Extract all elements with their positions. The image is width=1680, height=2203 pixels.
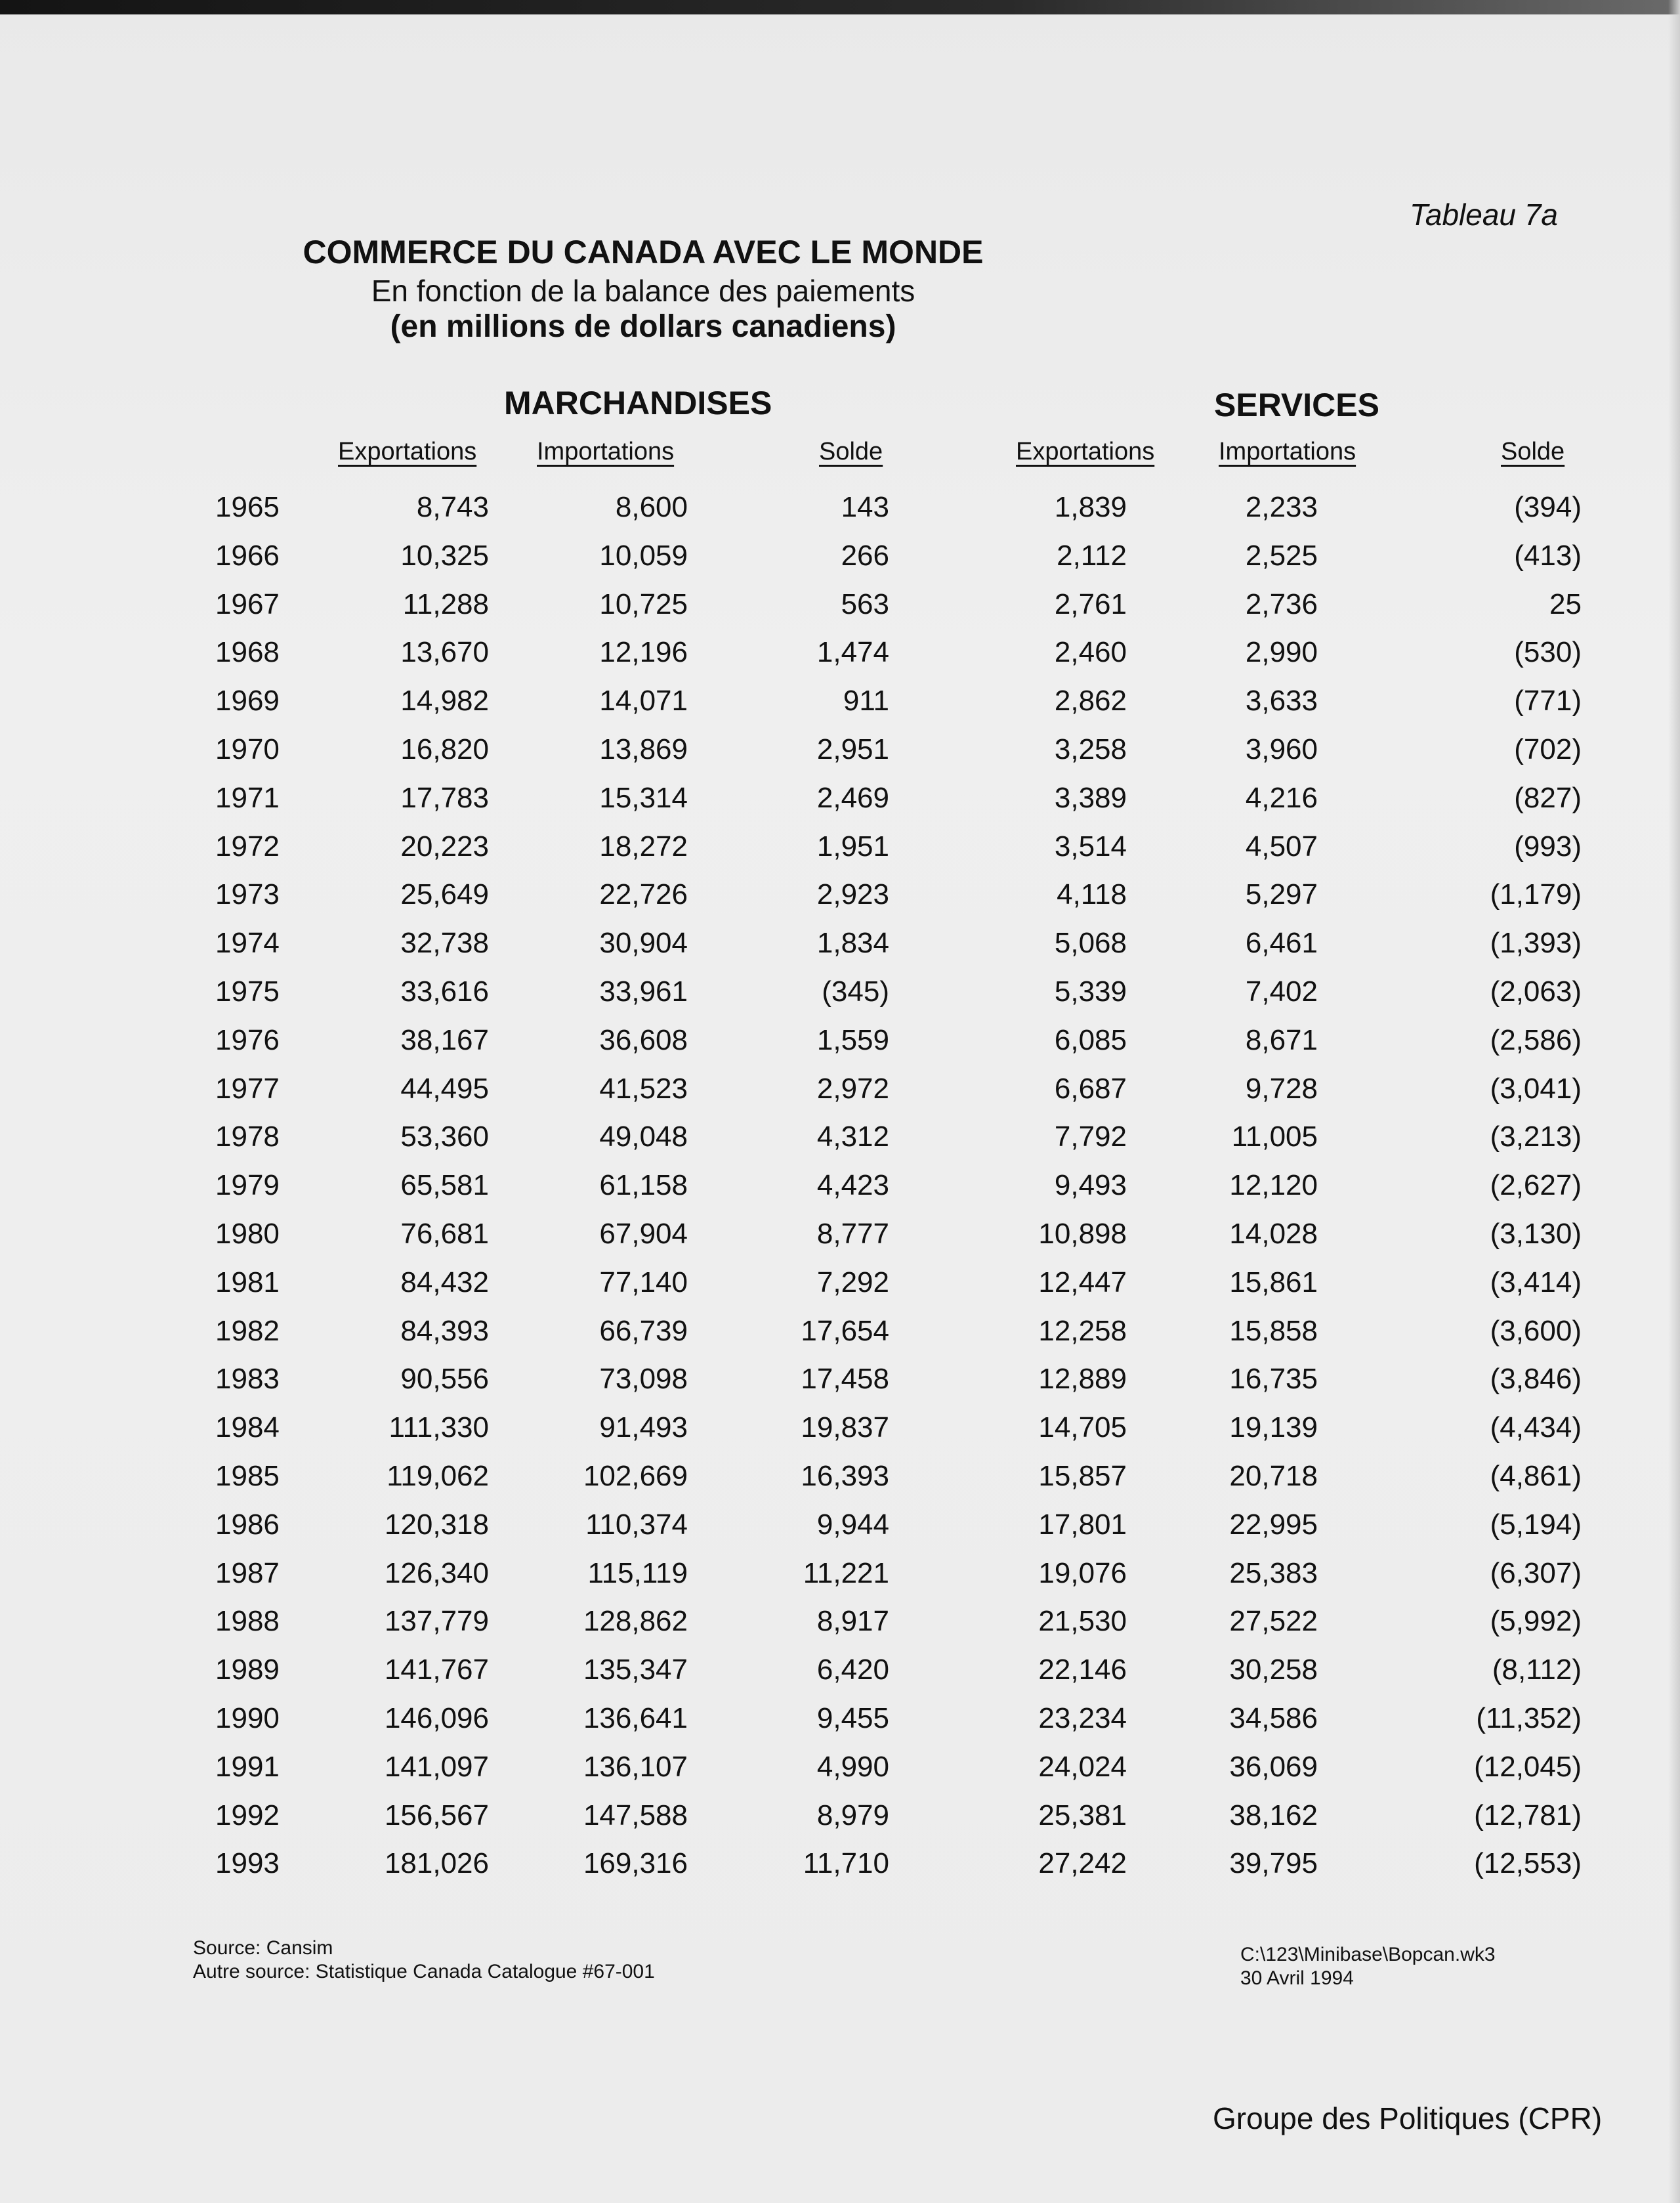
year-cell: 1990 bbox=[215, 1701, 280, 1734]
merch-imports-cell: 115,119 bbox=[587, 1556, 688, 1589]
document-title: COMMERCE DU CANADA AVEC LE MONDE bbox=[303, 234, 984, 270]
merch-exports-cell: 14,982 bbox=[400, 685, 489, 717]
merch-imports-cell: 136,641 bbox=[583, 1701, 688, 1734]
merch-exports-cell: 119,062 bbox=[387, 1459, 489, 1492]
merch-balance-cell: 1,474 bbox=[816, 636, 889, 669]
table-row bbox=[0, 636, 1680, 685]
serv-exports-cell: 23,234 bbox=[1038, 1701, 1127, 1734]
merch-exports-cell: 65,581 bbox=[400, 1169, 489, 1202]
serv-imports-cell: 4,216 bbox=[1245, 781, 1318, 814]
table-row bbox=[0, 1266, 1680, 1315]
merch-balance-cell: 1,951 bbox=[816, 830, 889, 863]
merch-balance-cell: 9,944 bbox=[816, 1508, 889, 1541]
table-row bbox=[0, 1799, 1680, 1848]
merch-imports-cell: 169,316 bbox=[583, 1847, 688, 1880]
author-group: Groupe des Politiques (CPR) bbox=[1213, 2101, 1603, 2135]
merch-exports-cell: 25,649 bbox=[400, 878, 489, 911]
serv-balance-cell: (11,352) bbox=[1476, 1701, 1582, 1734]
serv-exports-cell: 12,889 bbox=[1038, 1363, 1127, 1396]
serv-exports-cell: 3,514 bbox=[1054, 830, 1127, 863]
year-cell: 1993 bbox=[215, 1847, 280, 1880]
serv-exports-cell: 27,242 bbox=[1038, 1847, 1127, 1880]
serv-exports-cell: 25,381 bbox=[1038, 1799, 1127, 1831]
year-cell: 1987 bbox=[215, 1556, 280, 1589]
merch-balance-cell: 1,559 bbox=[816, 1023, 889, 1056]
merch-exports-cell: 156,567 bbox=[384, 1799, 489, 1831]
merch-balance-cell: 8,917 bbox=[816, 1605, 889, 1638]
serv-balance-cell: (3,130) bbox=[1490, 1217, 1582, 1250]
year-cell: 1969 bbox=[215, 685, 280, 717]
year-cell: 1975 bbox=[215, 975, 280, 1008]
serv-exports-cell: 3,389 bbox=[1054, 781, 1127, 814]
year-cell: 1985 bbox=[215, 1459, 280, 1492]
merch-exports-cell: 13,670 bbox=[400, 636, 489, 669]
serv-exports-cell: 3,258 bbox=[1054, 733, 1127, 765]
merch-imports-cell: 15,314 bbox=[599, 781, 688, 814]
serv-imports-cell: 19,139 bbox=[1229, 1411, 1318, 1444]
scan-top-edge bbox=[0, 0, 1680, 14]
merch-balance-cell: 6,420 bbox=[816, 1654, 889, 1686]
serv-imports-cell: 36,069 bbox=[1229, 1750, 1318, 1783]
merch-exports-cell: 146,096 bbox=[384, 1701, 489, 1734]
merch-imports-cell: 36,608 bbox=[599, 1023, 688, 1056]
year-cell: 1968 bbox=[215, 636, 280, 669]
serv-exports-cell: 5,339 bbox=[1054, 975, 1127, 1008]
merch-exports-cell: 84,393 bbox=[400, 1314, 489, 1347]
serv-balance-cell: 25 bbox=[1549, 588, 1582, 620]
section-heading-merchandise: MARCHANDISES bbox=[504, 385, 772, 421]
serv-exports-cell: 5,068 bbox=[1054, 927, 1127, 960]
serv-exports-cell: 22,146 bbox=[1038, 1654, 1127, 1686]
merch-exports-cell: 8,743 bbox=[416, 491, 489, 523]
merch-imports-cell: 13,869 bbox=[599, 733, 688, 765]
merch-balance-cell: 17,458 bbox=[801, 1363, 889, 1396]
document-subtitle-basis: En fonction de la balance des paiements bbox=[371, 274, 915, 308]
year-cell: 1967 bbox=[215, 588, 280, 620]
merch-balance-cell: 4,990 bbox=[816, 1750, 889, 1783]
serv-imports-cell: 6,461 bbox=[1245, 927, 1318, 960]
merch-balance-cell: 19,837 bbox=[801, 1411, 889, 1444]
merch-imports-cell: 22,726 bbox=[599, 878, 688, 911]
serv-exports-cell: 15,857 bbox=[1038, 1459, 1127, 1492]
serv-exports-cell: 12,258 bbox=[1038, 1314, 1127, 1347]
year-cell: 1983 bbox=[215, 1363, 280, 1396]
merch-balance-cell: 4,312 bbox=[816, 1121, 889, 1153]
year-cell: 1972 bbox=[215, 830, 280, 863]
merch-balance-cell: 266 bbox=[841, 539, 889, 572]
serv-balance-cell: (3,213) bbox=[1490, 1121, 1582, 1153]
table-row bbox=[0, 1363, 1680, 1411]
merch-exports-cell: 141,097 bbox=[384, 1750, 489, 1783]
year-cell: 1981 bbox=[215, 1266, 280, 1298]
serv-imports-cell: 16,735 bbox=[1229, 1363, 1318, 1396]
merch-exports-cell: 181,026 bbox=[384, 1847, 489, 1880]
table-row bbox=[0, 782, 1680, 830]
serv-balance-cell: (1,179) bbox=[1490, 878, 1582, 911]
merch-balance-cell: 1,834 bbox=[816, 927, 889, 960]
table-row bbox=[0, 1605, 1680, 1654]
merch-balance-cell: 2,923 bbox=[816, 878, 889, 911]
merch-exports-cell: 44,495 bbox=[400, 1072, 489, 1105]
serv-exports-cell: 1,839 bbox=[1054, 491, 1127, 523]
year-cell: 1973 bbox=[215, 878, 280, 911]
merch-imports-cell: 8,600 bbox=[615, 491, 688, 523]
serv-exports-cell: 2,761 bbox=[1054, 588, 1127, 620]
year-cell: 1984 bbox=[215, 1411, 280, 1444]
year-cell: 1965 bbox=[215, 491, 280, 523]
merch-imports-cell: 73,098 bbox=[599, 1363, 688, 1396]
merch-balance-cell: 8,979 bbox=[816, 1799, 889, 1831]
serv-balance-cell: (771) bbox=[1514, 685, 1582, 717]
table-row bbox=[0, 878, 1680, 927]
table-row bbox=[0, 1121, 1680, 1169]
serv-imports-cell: 2,990 bbox=[1245, 636, 1318, 669]
serv-exports-cell: 2,460 bbox=[1054, 636, 1127, 669]
serv-imports-cell: 39,795 bbox=[1229, 1847, 1318, 1880]
year-cell: 1977 bbox=[215, 1072, 280, 1105]
merch-imports-cell: 147,588 bbox=[583, 1799, 688, 1831]
serv-imports-cell: 5,297 bbox=[1245, 878, 1318, 911]
year-cell: 1982 bbox=[215, 1314, 280, 1347]
year-cell: 1988 bbox=[215, 1605, 280, 1638]
column-header-merch-imports: Importations bbox=[537, 438, 675, 465]
serv-balance-cell: (2,627) bbox=[1490, 1169, 1582, 1202]
column-header-serv-balance: Solde bbox=[1501, 438, 1565, 465]
serv-balance-cell: (12,045) bbox=[1474, 1750, 1582, 1783]
merch-balance-cell: 11,710 bbox=[803, 1847, 889, 1880]
trade-table-body bbox=[0, 491, 1680, 1896]
merch-balance-cell: 8,777 bbox=[816, 1217, 889, 1250]
table-row bbox=[0, 540, 1680, 588]
other-source-line: Autre source: Statistique Canada Catalogue #67-001 bbox=[193, 1961, 655, 1982]
column-header-merch-balance: Solde bbox=[819, 438, 883, 465]
table-row bbox=[0, 733, 1680, 782]
serv-balance-cell: (12,781) bbox=[1474, 1799, 1582, 1831]
serv-imports-cell: 7,402 bbox=[1245, 975, 1318, 1008]
serv-imports-cell: 15,858 bbox=[1229, 1314, 1318, 1347]
column-header-serv-exports: Exportations bbox=[1016, 438, 1155, 465]
merch-exports-cell: 90,556 bbox=[400, 1363, 489, 1396]
serv-balance-cell: (4,861) bbox=[1490, 1459, 1582, 1492]
merch-balance-cell: 2,951 bbox=[816, 733, 889, 765]
merch-exports-cell: 126,340 bbox=[384, 1556, 489, 1589]
table-row bbox=[0, 685, 1680, 733]
year-cell: 1978 bbox=[215, 1121, 280, 1153]
merch-imports-cell: 10,059 bbox=[599, 539, 688, 572]
merch-exports-cell: 16,820 bbox=[400, 733, 489, 765]
merch-imports-cell: 66,739 bbox=[599, 1314, 688, 1347]
merch-balance-cell: 7,292 bbox=[816, 1266, 889, 1298]
merch-balance-cell: 9,455 bbox=[816, 1701, 889, 1734]
merch-imports-cell: 61,158 bbox=[599, 1169, 688, 1202]
merch-imports-cell: 77,140 bbox=[599, 1266, 688, 1298]
year-cell: 1966 bbox=[215, 539, 280, 572]
serv-imports-cell: 8,671 bbox=[1245, 1023, 1318, 1056]
serv-imports-cell: 11,005 bbox=[1231, 1121, 1318, 1153]
year-cell: 1974 bbox=[215, 927, 280, 960]
table-row bbox=[0, 1847, 1680, 1896]
merch-balance-cell: 11,221 bbox=[803, 1556, 889, 1589]
merch-exports-cell: 76,681 bbox=[400, 1217, 489, 1250]
table-row bbox=[0, 1218, 1680, 1266]
merch-imports-cell: 41,523 bbox=[599, 1072, 688, 1105]
merch-imports-cell: 102,669 bbox=[583, 1459, 688, 1492]
serv-balance-cell: (1,393) bbox=[1490, 927, 1582, 960]
merch-exports-cell: 32,738 bbox=[400, 927, 489, 960]
column-header-serv-imports: Importations bbox=[1219, 438, 1356, 465]
merch-balance-cell: 4,423 bbox=[816, 1169, 889, 1202]
table-row bbox=[0, 830, 1680, 879]
year-cell: 1980 bbox=[215, 1217, 280, 1250]
serv-imports-cell: 25,383 bbox=[1229, 1556, 1318, 1589]
serv-imports-cell: 27,522 bbox=[1229, 1605, 1318, 1638]
merch-imports-cell: 12,196 bbox=[599, 636, 688, 669]
serv-imports-cell: 3,960 bbox=[1245, 733, 1318, 765]
table-row bbox=[0, 1751, 1680, 1799]
table-row bbox=[0, 491, 1680, 540]
table-row bbox=[0, 588, 1680, 637]
table-row bbox=[0, 1508, 1680, 1557]
serv-imports-cell: 12,120 bbox=[1229, 1169, 1318, 1202]
serv-balance-cell: (2,586) bbox=[1490, 1023, 1582, 1056]
serv-exports-cell: 6,687 bbox=[1054, 1072, 1127, 1105]
serv-imports-cell: 14,028 bbox=[1229, 1217, 1318, 1250]
merch-imports-cell: 67,904 bbox=[599, 1217, 688, 1250]
serv-imports-cell: 9,728 bbox=[1245, 1072, 1318, 1105]
merch-balance-cell: (345) bbox=[822, 975, 889, 1008]
table-row bbox=[0, 975, 1680, 1024]
table-row bbox=[0, 1169, 1680, 1218]
serv-balance-cell: (3,041) bbox=[1490, 1072, 1582, 1105]
serv-imports-cell: 2,525 bbox=[1245, 539, 1318, 572]
year-cell: 1989 bbox=[215, 1654, 280, 1686]
serv-balance-cell: (3,414) bbox=[1490, 1266, 1582, 1298]
source-notes bbox=[193, 1936, 655, 1984]
serv-exports-cell: 6,085 bbox=[1054, 1023, 1127, 1056]
merch-imports-cell: 30,904 bbox=[599, 927, 688, 960]
section-heading-services: SERVICES bbox=[1214, 387, 1379, 423]
table-row bbox=[0, 1315, 1680, 1363]
merch-balance-cell: 563 bbox=[841, 588, 889, 620]
merch-imports-cell: 136,107 bbox=[583, 1750, 688, 1783]
merch-imports-cell: 14,071 bbox=[599, 685, 688, 717]
serv-exports-cell: 2,112 bbox=[1057, 539, 1127, 572]
serv-balance-cell: (3,600) bbox=[1490, 1314, 1582, 1347]
file-date: 30 Avril 1994 bbox=[1240, 1967, 1354, 1989]
merch-balance-cell: 16,393 bbox=[801, 1459, 889, 1492]
serv-imports-cell: 34,586 bbox=[1229, 1701, 1318, 1734]
merch-imports-cell: 135,347 bbox=[583, 1654, 688, 1686]
merch-exports-cell: 53,360 bbox=[400, 1121, 489, 1153]
merch-exports-cell: 111,330 bbox=[388, 1411, 489, 1444]
merch-imports-cell: 10,725 bbox=[599, 588, 688, 620]
serv-exports-cell: 7,792 bbox=[1054, 1121, 1127, 1153]
year-cell: 1971 bbox=[215, 781, 280, 814]
serv-balance-cell: (4,434) bbox=[1490, 1411, 1582, 1444]
serv-exports-cell: 24,024 bbox=[1038, 1750, 1127, 1783]
merch-exports-cell: 84,432 bbox=[400, 1266, 489, 1298]
year-cell: 1970 bbox=[215, 733, 280, 765]
serv-imports-cell: 4,507 bbox=[1245, 830, 1318, 863]
serv-imports-cell: 38,162 bbox=[1229, 1799, 1318, 1831]
merch-exports-cell: 11,288 bbox=[402, 588, 489, 620]
table-row bbox=[0, 927, 1680, 975]
serv-balance-cell: (8,112) bbox=[1492, 1654, 1582, 1686]
table-row bbox=[0, 1024, 1680, 1073]
merch-exports-cell: 20,223 bbox=[400, 830, 489, 863]
serv-imports-cell: 2,736 bbox=[1245, 588, 1318, 620]
file-path: C:\123\Minibase\Bopcan.wk3 bbox=[1240, 1944, 1496, 1965]
merch-exports-cell: 17,783 bbox=[400, 781, 489, 814]
serv-imports-cell: 15,861 bbox=[1229, 1266, 1318, 1298]
merch-exports-cell: 10,325 bbox=[400, 539, 489, 572]
serv-balance-cell: (827) bbox=[1514, 781, 1582, 814]
table-number-label: Tableau 7a bbox=[1410, 198, 1558, 232]
year-cell: 1986 bbox=[215, 1508, 280, 1541]
merch-balance-cell: 2,469 bbox=[816, 781, 889, 814]
serv-exports-cell: 4,118 bbox=[1057, 878, 1127, 911]
serv-exports-cell: 2,862 bbox=[1054, 685, 1127, 717]
merch-balance-cell: 911 bbox=[843, 685, 889, 717]
serv-exports-cell: 9,493 bbox=[1054, 1169, 1127, 1202]
year-cell: 1976 bbox=[215, 1023, 280, 1056]
merch-exports-cell: 33,616 bbox=[400, 975, 489, 1008]
table-row bbox=[0, 1702, 1680, 1751]
merch-imports-cell: 110,374 bbox=[585, 1508, 688, 1541]
serv-imports-cell: 2,233 bbox=[1245, 491, 1318, 523]
serv-balance-cell: (5,992) bbox=[1490, 1605, 1582, 1638]
serv-exports-cell: 10,898 bbox=[1038, 1217, 1127, 1250]
serv-balance-cell: (3,846) bbox=[1490, 1363, 1582, 1396]
table-row bbox=[0, 1557, 1680, 1606]
document-subtitle-units: (en millions de dollars canadiens) bbox=[390, 309, 896, 344]
serv-exports-cell: 17,801 bbox=[1038, 1508, 1127, 1541]
serv-balance-cell: (12,553) bbox=[1474, 1847, 1582, 1880]
table-row bbox=[0, 1411, 1680, 1460]
merch-exports-cell: 120,318 bbox=[384, 1508, 489, 1541]
serv-balance-cell: (394) bbox=[1514, 491, 1582, 523]
serv-imports-cell: 22,995 bbox=[1229, 1508, 1318, 1541]
table-row bbox=[0, 1460, 1680, 1508]
year-cell: 1992 bbox=[215, 1799, 280, 1831]
column-header-merch-exports: Exportations bbox=[338, 438, 477, 465]
serv-exports-cell: 14,705 bbox=[1038, 1411, 1127, 1444]
serv-imports-cell: 30,258 bbox=[1229, 1654, 1318, 1686]
merch-balance-cell: 17,654 bbox=[801, 1314, 889, 1347]
merch-imports-cell: 49,048 bbox=[599, 1121, 688, 1153]
merch-imports-cell: 128,862 bbox=[583, 1605, 688, 1638]
serv-balance-cell: (413) bbox=[1514, 539, 1582, 572]
serv-imports-cell: 3,633 bbox=[1245, 685, 1318, 717]
serv-exports-cell: 12,447 bbox=[1038, 1266, 1127, 1298]
serv-balance-cell: (702) bbox=[1514, 733, 1582, 765]
merch-exports-cell: 137,779 bbox=[384, 1605, 489, 1638]
merch-balance-cell: 143 bbox=[841, 491, 889, 523]
year-cell: 1991 bbox=[215, 1750, 280, 1783]
file-reference bbox=[1240, 1943, 1496, 1990]
merch-imports-cell: 91,493 bbox=[599, 1411, 688, 1444]
year-cell: 1979 bbox=[215, 1169, 280, 1202]
merch-imports-cell: 18,272 bbox=[599, 830, 688, 863]
merch-imports-cell: 33,961 bbox=[599, 975, 688, 1008]
table-row bbox=[0, 1654, 1680, 1702]
serv-balance-cell: (993) bbox=[1514, 830, 1582, 863]
serv-imports-cell: 20,718 bbox=[1229, 1459, 1318, 1492]
source-line: Source: Cansim bbox=[193, 1937, 333, 1959]
merch-balance-cell: 2,972 bbox=[816, 1072, 889, 1105]
serv-exports-cell: 19,076 bbox=[1038, 1556, 1127, 1589]
serv-balance-cell: (530) bbox=[1514, 636, 1582, 669]
serv-exports-cell: 21,530 bbox=[1038, 1605, 1127, 1638]
serv-balance-cell: (5,194) bbox=[1490, 1508, 1582, 1541]
table-row bbox=[0, 1073, 1680, 1121]
merch-exports-cell: 141,767 bbox=[384, 1654, 489, 1686]
serv-balance-cell: (2,063) bbox=[1490, 975, 1582, 1008]
merch-exports-cell: 38,167 bbox=[400, 1023, 489, 1056]
serv-balance-cell: (6,307) bbox=[1490, 1556, 1582, 1589]
